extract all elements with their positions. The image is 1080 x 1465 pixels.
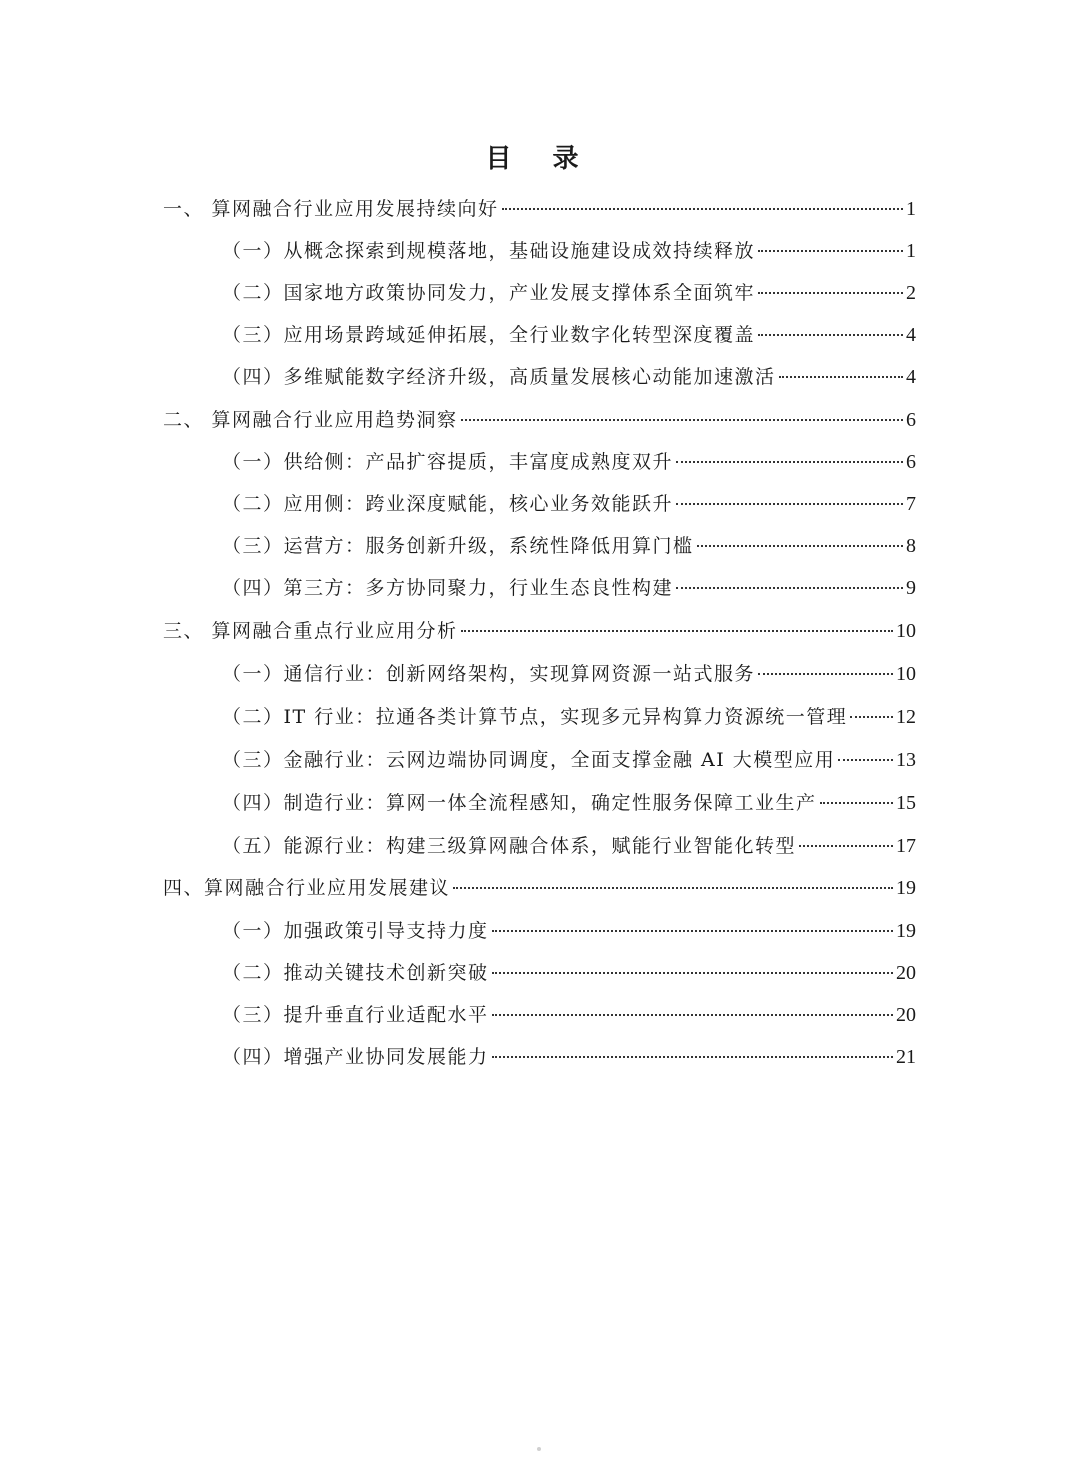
toc-entry-page: 19 — [896, 877, 916, 899]
toc-entry[interactable] — [222, 567, 916, 609]
toc-entry-label: 三、 算网融合重点行业应用分析 — [163, 620, 458, 642]
toc-entry-page: 9 — [906, 577, 916, 599]
dot-leader — [502, 208, 903, 210]
page-title: 目 录 — [485, 144, 595, 174]
toc-entry-label: 二、 算网融合行业应用趋势洞察 — [163, 409, 458, 431]
dot-leader — [758, 250, 903, 252]
toc-entry-label: （二）IT 行业：拉通各类计算节点，实现多元异构算力资源统一管理 — [222, 706, 848, 728]
toc-entry-page: 4 — [906, 324, 916, 346]
toc-entry-page: 1 — [906, 240, 916, 262]
toc-entry-page: 19 — [896, 920, 916, 942]
dot-leader — [820, 802, 893, 804]
toc-entry[interactable] — [163, 610, 916, 652]
toc-entry-page: 20 — [896, 1004, 916, 1026]
toc-entry-page: 17 — [896, 835, 916, 857]
toc-entry-page: 1 — [906, 198, 916, 220]
toc-entry-page: 13 — [896, 749, 916, 771]
dot-leader — [779, 376, 903, 378]
toc-entry-page: 6 — [906, 409, 916, 431]
toc-entry-label: （三）提升垂直行业适配水平 — [222, 1004, 489, 1026]
dot-leader — [697, 545, 903, 547]
dot-leader — [461, 630, 893, 632]
toc-entry-page: 10 — [896, 620, 916, 642]
toc-entry-page: 21 — [896, 1046, 916, 1068]
toc-entry[interactable] — [222, 314, 916, 356]
dot-leader — [838, 759, 893, 761]
toc-entry[interactable] — [163, 399, 916, 441]
toc-entry[interactable] — [222, 356, 916, 398]
dot-leader — [492, 930, 893, 932]
toc-entry-page: 2 — [906, 282, 916, 304]
dot-leader — [492, 972, 893, 974]
toc-entry[interactable] — [222, 483, 916, 525]
toc-entry-page: 20 — [896, 962, 916, 984]
toc-entry-page: 8 — [906, 535, 916, 557]
toc-entry-label: （二）推动关键技术创新突破 — [222, 962, 489, 984]
dot-leader — [461, 419, 903, 421]
toc-entry-page: 12 — [896, 706, 916, 728]
dot-leader — [453, 887, 893, 889]
toc-entry-label: （三）运营方：服务创新升级，系统性降低用算门槛 — [222, 535, 694, 557]
dot-leader — [850, 716, 893, 718]
toc-entry-label: （三）应用场景跨域延伸拓展，全行业数字化转型深度覆盖 — [222, 324, 756, 346]
toc-entry-page: 15 — [896, 792, 916, 814]
toc-entry-label: （一）加强政策引导支持力度 — [222, 920, 489, 942]
toc-entry[interactable] — [222, 782, 916, 824]
toc-entry[interactable] — [222, 230, 916, 272]
toc-entry-label: （四）增强产业协同发展能力 — [222, 1046, 489, 1068]
dot-leader — [492, 1014, 893, 1016]
toc-entry-label: （四）制造行业：算网一体全流程感知，确定性服务保障工业生产 — [222, 792, 817, 814]
toc-entry-label: 一、 算网融合行业应用发展持续向好 — [163, 198, 499, 220]
dot-leader — [758, 673, 893, 675]
toc-entry[interactable] — [163, 867, 916, 909]
toc-entry-page: 6 — [906, 451, 916, 473]
page-indicator-dot — [537, 1447, 541, 1451]
toc-entry-label: （一）通信行业：创新网络架构，实现算网资源一站式服务 — [222, 663, 756, 685]
dot-leader — [758, 334, 903, 336]
toc-entry[interactable] — [222, 525, 916, 567]
toc-entry-page: 10 — [896, 663, 916, 685]
toc-entry-label: （二）应用侧：跨业深度赋能，核心业务效能跃升 — [222, 493, 674, 515]
toc-entry[interactable] — [222, 739, 916, 781]
toc-entry[interactable] — [222, 441, 916, 483]
dot-leader — [492, 1056, 893, 1058]
dot-leader — [799, 845, 893, 847]
toc-entry-label: （四）第三方：多方协同聚力，行业生态良性构建 — [222, 577, 674, 599]
dot-leader — [676, 503, 903, 505]
toc-entry[interactable] — [222, 825, 916, 867]
toc-entry-label: （五）能源行业：构建三级算网融合体系，赋能行业智能化转型 — [222, 835, 797, 857]
toc-entry-page: 7 — [906, 493, 916, 515]
toc-entry-label: 四、算网融合行业应用发展建议 — [163, 877, 451, 899]
toc-entry-label: （四）多维赋能数字经济升级，高质量发展核心动能加速激活 — [222, 366, 776, 388]
toc-entry-label: （一）供给侧：产品扩容提质，丰富度成熟度双升 — [222, 451, 674, 473]
toc-entry[interactable] — [222, 696, 916, 738]
toc-entry-label: （一）从概念探索到规模落地，基础设施建设成效持续释放 — [222, 240, 756, 262]
toc-entry-label: （二）国家地方政策协同发力，产业发展支撑体系全面筑牢 — [222, 282, 756, 304]
toc-entry[interactable] — [222, 272, 916, 314]
toc-entry[interactable] — [222, 994, 916, 1036]
toc-entry[interactable] — [163, 188, 916, 230]
dot-leader — [758, 292, 903, 294]
toc-entry[interactable] — [222, 952, 916, 994]
toc-entry-label: （三）金融行业：云网边端协同调度，全面支撑金融 AI 大模型应用 — [222, 749, 836, 771]
toc-entry-page: 4 — [906, 366, 916, 388]
toc-entry[interactable] — [222, 1036, 916, 1078]
toc-entry[interactable] — [222, 910, 916, 952]
toc-entry[interactable] — [222, 653, 916, 695]
dot-leader — [676, 587, 903, 589]
dot-leader — [676, 461, 903, 463]
